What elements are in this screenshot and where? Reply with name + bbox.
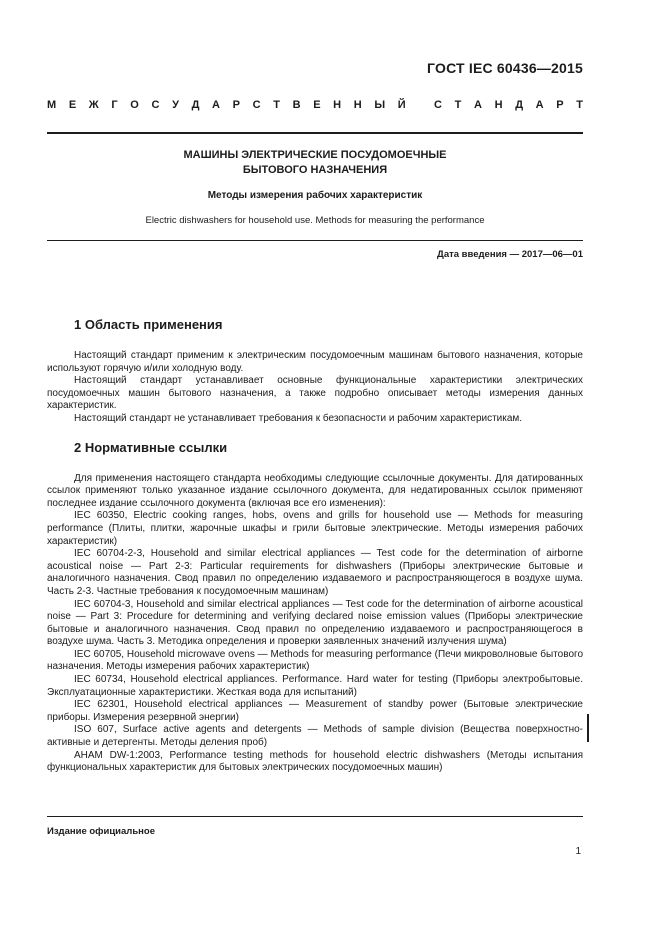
title-line-1: МАШИНЫ ЭЛЕКТРИЧЕСКИЕ ПОСУДОМОЕЧНЫЕ — [183, 149, 447, 161]
standard-code: ГОСТ IEC 60436—2015 — [427, 60, 583, 76]
reference-item: ISO 607, Surface active agents and detergents — Methods of sample division (Вещества поверхностно-активные и детергенты. Методы деления проб) — [47, 724, 583, 749]
english-title: Electric dishwashers for household use. Methods for measuring the performance — [145, 215, 485, 226]
reference-item: IEC 60350, Electric cooking ranges, hobs, ovens and grills for household use — Methods for measuring performance (Плиты, плитки, жарочные шкафы и грили бытовые электрические. Методы измерения рабочих характеристик) — [47, 510, 583, 547]
banner-letter: М — [47, 99, 57, 111]
banner-letter: Т — [454, 99, 462, 111]
header-rule — [47, 132, 583, 134]
document-title — [47, 148, 583, 178]
paragraph: Настоящий стандарт не устанавливает требования к безопасности и рабочим характеристикам. — [74, 412, 523, 424]
banner-letter: Е — [68, 99, 77, 111]
reference-item: IEC 60704-2-3, Household and similar electrical appliances — Test code for the determination of airborne acoustical noise — Part 2-3: Particular requirements for dishwashers (Приборы электрические бытовые и аналогичного назначения. Свод правил по определению издаваемого и распространяющегося в воздухе шума. Часть 2-3. Частные требования к посудомоечным машинам) — [47, 548, 583, 597]
reference-item: IEC 60705, Household microwave ovens — Methods for measuring performance (Печи микроволновые бытового назначения. Методы измерения рабочих характеристик) — [47, 648, 583, 673]
banner-letter: С — [151, 99, 160, 111]
section-scope — [47, 316, 583, 426]
banner-letter: Т — [273, 99, 280, 111]
paragraph: Настоящий стандарт применим к электрическим посудомоечным машинам бытового назначения, которые используют горячую и/или холодную воду. — [47, 350, 583, 374]
banner-letter: Й — [397, 99, 406, 111]
banner-letter: Н — [333, 99, 342, 111]
banner-letter: Д — [191, 99, 200, 111]
banner-letter: Т — [576, 99, 583, 111]
introduction-date: Дата введения — 2017—06—01 — [437, 249, 583, 260]
title-line-2: БЫТОВОГО НАЗНАЧЕНИЯ — [242, 164, 388, 176]
banner-letter: Ы — [374, 99, 386, 111]
reference-item: IEC 60734, Household electrical appliances. Performance. Hard water for testing (Приборы электробытовые. Эксплуатационные характеристики. Жесткая вода для испытаний) — [47, 674, 583, 698]
banner-letter: Ж — [88, 99, 99, 111]
banner-letter: Г — [111, 99, 118, 111]
banner-letter: С — [434, 99, 442, 111]
banner-letter: Р — [556, 99, 564, 111]
section-heading: 1 Область применения — [74, 317, 223, 332]
banner-letter: А — [212, 99, 220, 111]
paragraph: Настоящий стандарт устанавливает основные функциональные характеристики электрических посудомоечных машин бытового назначения, а также подробно описывает методы измерения данных характеристик. — [47, 375, 583, 412]
edition-note: Издание официальное — [47, 826, 155, 837]
banner-letter: В — [292, 99, 301, 111]
banner-letter: Н — [494, 99, 503, 111]
page-number: 1 — [575, 846, 581, 857]
banner-letter: О — [130, 99, 139, 111]
banner-letter: Р — [232, 99, 240, 111]
reference-item: IEC 60704-3, Household and similar electrical appliances — Test code for the determination of airborne acoustical noise — Part 3: Procedure for determining and verifying declared noise emission values (Приборы электрические бытовые и аналогичного назначения. Свод правил по определению издаваемого и распространяющегося в воздухе шума. Часть 3. Методика определения и проверки заявленных значений излучения шума) — [47, 598, 583, 648]
paragraph: Для применения настоящего стандарта необходимы следующие ссылочные документы. Для датированных ссылок применяют только указанное издание ссылочного документа, для недатированных ссылок применяют последнее издание ссылочного документа (включая все его изменения): — [47, 472, 583, 509]
footer-rule — [47, 816, 583, 817]
section-heading: 2 Нормативные ссылки — [74, 439, 228, 455]
banner-letter: Н — [353, 99, 362, 111]
banner-letter: А — [474, 99, 482, 111]
reference-item: AHAM DW-1:2003, Performance testing methods for household electric dishwashers (Методы испытания функциональных характеристик для бытовых электрических посудомоечных машин) — [47, 749, 583, 774]
standard-type-banner — [47, 99, 583, 111]
section-normative-references — [47, 439, 583, 775]
banner-letter: У — [172, 99, 179, 111]
banner-letter: Д — [515, 99, 524, 111]
document-body — [47, 316, 583, 775]
banner-letter — [418, 99, 421, 111]
banner-letter: С — [252, 99, 261, 111]
title-rule — [47, 240, 583, 241]
change-marker — [587, 714, 589, 742]
banner-letter: А — [535, 99, 544, 111]
banner-letter: Е — [313, 99, 321, 111]
reference-item: IEC 62301, Household electrical appliances — Measurement of standby power (Бытовые электрические приборы. Измерения резервной энергии) — [47, 699, 583, 723]
document-subtitle: Методы измерения рабочих характеристик — [207, 190, 423, 201]
